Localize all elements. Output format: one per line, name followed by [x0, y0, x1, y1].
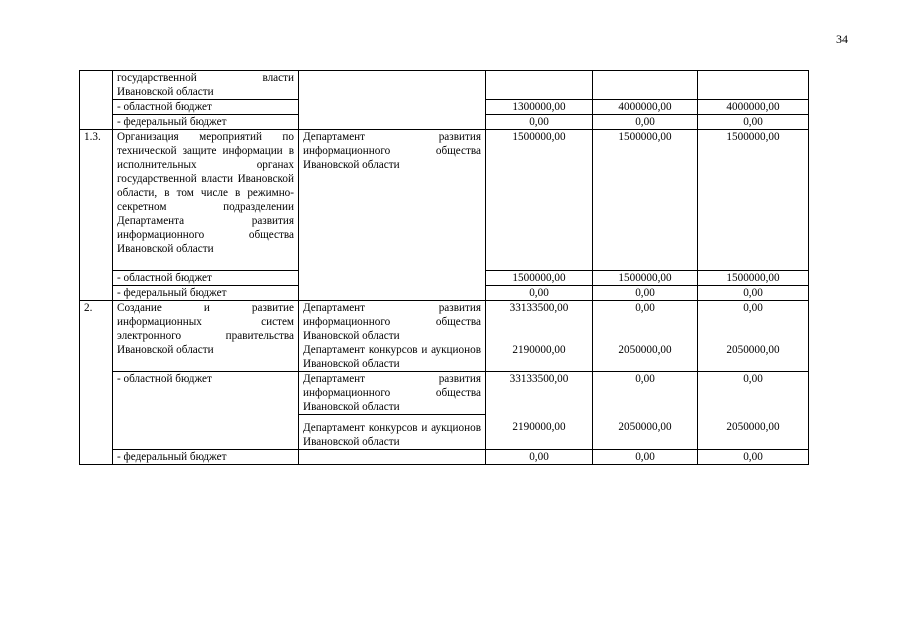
value-cell: 0,00: [486, 286, 593, 301]
value-cell: [593, 372, 698, 450]
budget-source-cell: - областной бюджет: [113, 271, 299, 286]
value-cell: [486, 372, 593, 450]
value-cell: 1500000,00: [486, 271, 593, 286]
value-text: 2190000,00: [512, 344, 566, 356]
value-cell: 0,00: [593, 286, 698, 301]
row-number-cell: [80, 372, 113, 450]
budget-source-cell: - областной бюджет: [113, 372, 299, 450]
spacer: [490, 315, 588, 343]
spacer: [702, 315, 804, 343]
value-cell: 0,00: [593, 450, 698, 465]
budget-table: [79, 70, 809, 465]
value-cell: [486, 71, 593, 100]
activity-name-line: Ивановской области: [117, 86, 214, 98]
value-cell: 0,00: [698, 450, 809, 465]
row-number-cell: [80, 271, 113, 286]
budget-source-cell: - областной бюджет: [113, 100, 299, 115]
value-cell: [593, 71, 698, 100]
activity-name-line: государственной власти: [117, 72, 294, 84]
row-number-cell: [80, 115, 113, 130]
value-text: 33133500,00: [509, 373, 569, 385]
value-cell: 1500000,00: [593, 130, 698, 271]
value-text: 2050000,00: [726, 344, 780, 356]
budget-source-cell: - федеральный бюджет: [113, 286, 299, 301]
department-cell: [299, 372, 486, 450]
value-cell: [486, 301, 593, 372]
value-cell: [698, 71, 809, 100]
value-cell: 1300000,00: [486, 100, 593, 115]
department-name: Департамент конкурсов и аукционов Ивановской области: [303, 344, 481, 370]
table-row: [80, 71, 809, 100]
spacer: [597, 315, 693, 343]
spacer: [490, 386, 588, 420]
value-text: 0,00: [635, 373, 655, 385]
value-cell: 0,00: [486, 450, 593, 465]
department-name: Департамент развития информационного общества Ивановской области: [303, 302, 481, 342]
value-cell: 0,00: [593, 115, 698, 130]
table-row: [80, 301, 809, 372]
department-name: Департамент развития информационного общества Ивановской области: [303, 373, 481, 413]
value-text: 0,00: [635, 302, 655, 314]
value-cell: 1500000,00: [486, 130, 593, 271]
activity-name-cell: Организация мероприятий по технической защите информации в исполнительных органах государственной власти Ивановской области, в том числе в режимно-секретном подразделении Департамента развития информационного общества Ивановской области: [113, 130, 299, 271]
value-cell: 0,00: [698, 115, 809, 130]
activity-name-cell: Создание и развитие информационных систем электронного правительства Ивановской области: [113, 301, 299, 372]
value-text: 2050000,00: [618, 344, 672, 356]
row-number-cell: 2.: [80, 301, 113, 372]
value-cell: [698, 372, 809, 450]
value-cell: 1500000,00: [593, 271, 698, 286]
value-cell: 4000000,00: [593, 100, 698, 115]
value-cell: [593, 301, 698, 372]
value-cell: 1500000,00: [698, 271, 809, 286]
value-cell: [698, 301, 809, 372]
value-text: 0,00: [743, 302, 763, 314]
row-number-cell: 1.3.: [80, 130, 113, 271]
row-number-cell: [80, 71, 113, 100]
spacer: [702, 386, 804, 420]
row-number-cell: [80, 286, 113, 301]
value-text: 33133500,00: [509, 302, 569, 314]
page-number: 34: [836, 32, 848, 46]
value-cell: 0,00: [486, 115, 593, 130]
value-text: 0,00: [743, 373, 763, 385]
row-number-cell: [80, 450, 113, 465]
value-cell: 1500000,00: [698, 130, 809, 271]
table-row: [80, 372, 809, 450]
department-cell: [299, 301, 486, 372]
activity-name-cell: [113, 71, 299, 100]
budget-source-cell: - федеральный бюджет: [113, 450, 299, 465]
budget-source-cell: - федеральный бюджет: [113, 115, 299, 130]
department-cell: Департамент развития информационного общества Ивановской области: [299, 130, 486, 301]
value-cell: 4000000,00: [698, 100, 809, 115]
department-name: Департамент конкурсов и аукционов Ивановской области: [299, 414, 485, 449]
table-row: [80, 450, 809, 465]
department-cell: [299, 450, 486, 465]
value-text: 2050000,00: [618, 421, 672, 433]
value-text: 2190000,00: [512, 421, 566, 433]
spacer: [597, 386, 693, 420]
table-row: [80, 130, 809, 271]
department-cell: [299, 71, 486, 130]
value-cell: 0,00: [698, 286, 809, 301]
value-text: 2050000,00: [726, 421, 780, 433]
row-number-cell: [80, 100, 113, 115]
